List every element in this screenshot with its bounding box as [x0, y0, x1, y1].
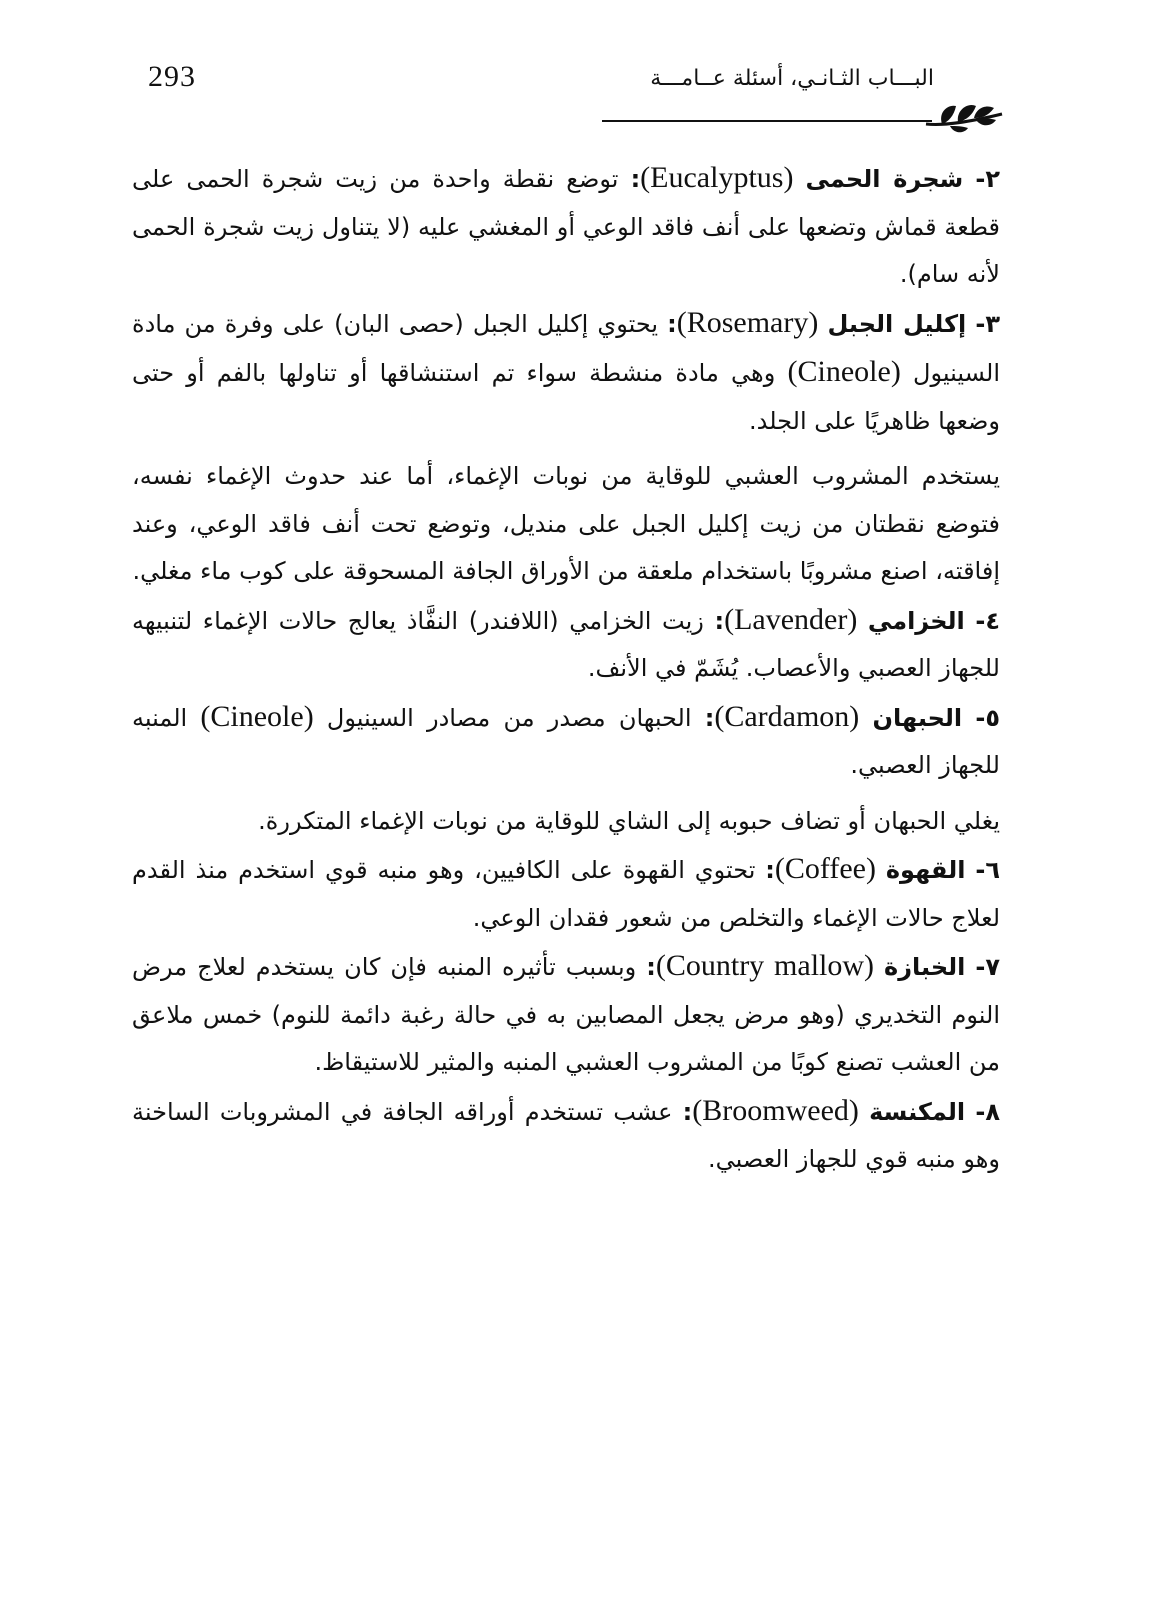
header-rule	[602, 120, 932, 122]
item-number: ٢-	[975, 165, 1000, 193]
term-english-secondary: (Cineole)	[787, 355, 901, 388]
term-arabic: المكنسة	[869, 1097, 966, 1126]
paragraph-cardamon-usage	[132, 798, 1000, 846]
term-arabic: الخزامي	[867, 606, 965, 635]
running-head: البـــاب الثـانـي، أسئلة عــامـــة	[650, 66, 934, 91]
term-english: (Coffee)	[774, 852, 876, 885]
term-arabic: شجرة الحمى	[805, 165, 964, 193]
page-number: 293	[148, 60, 196, 93]
paragraph-rosemary-usage	[132, 453, 1000, 596]
term-english: (Eucalyptus)	[640, 161, 794, 194]
term-colon: :	[704, 703, 715, 732]
paragraph-cardamon	[132, 693, 1000, 790]
item-number: ٥-	[975, 703, 1000, 732]
paragraph-text: تحتوي القهوة على الكافيين، وهو منبه قوي استخدم منذ القدم لعلاج حالات الإغماء والتخلص من شعور فقدان الوعي.	[132, 856, 1000, 932]
paragraph-coffee	[132, 845, 1000, 942]
item-number: ٣-	[975, 309, 1000, 338]
paragraph-text: المنبه للجهاز العصبي.	[132, 703, 1000, 779]
term-arabic: القهوة	[885, 856, 966, 884]
item-number: ٧-	[975, 953, 1000, 981]
paragraph-text: عشب تستخدم أوراقه الجافة في المشروبات الساخنة وهو منبه قوي للجهاز العصبي.	[132, 1097, 1000, 1173]
paragraph-text: يحتوي إكليل الجبل (حصى البان) على وفرة من مادة السينيول	[132, 309, 1000, 387]
paragraph-eucalyptus	[132, 154, 1000, 299]
paragraph-text: الحبهان مصدر من مصادر السينيول	[326, 703, 692, 732]
item-number: ٦-	[975, 856, 1000, 884]
term-arabic: الخبازة	[884, 953, 966, 981]
term-colon: :	[646, 953, 656, 981]
term-colon: :	[765, 856, 775, 884]
term-english: (Cardamon)	[714, 699, 860, 733]
paragraph-text: توضع نقطة واحدة من زيت شجرة الحمى على قطعة قماش وتضعها على أنف فاقد الوعي أو المغشي عليه (لا يتناول زيت شجرة الحمى لأنه سام).	[132, 165, 1000, 288]
term-english: (Rosemary)	[676, 305, 819, 339]
item-number: ٤-	[975, 606, 1000, 635]
term-english: (Lavender)	[724, 602, 858, 636]
paragraph-text: وبسبب تأثيره المنبه فإن كان يستخدم لعلاج مرض النوم التخديري (وهو مرض يجعل المصابين به في حالة رغبة دائمة للنوم) خمس ملاعق من العشب تصنع كوبًا من المشروب العشبي المنبه والمثير للاستيقاظ.	[132, 953, 1000, 1076]
paragraph-text: وهي مادة منشطة سواء تم استنشاقها أو تناولها بالفم أو حتى وضعها ظاهريًا على الجلد.	[132, 359, 1000, 435]
paragraph-text: زيت الخزامي (اللافندر) النفَّاذ يعالج حالات الإغماء لتنبيهه للجهاز العصبي والأعصاب. يُشَمّ في الأنف.	[132, 606, 1000, 682]
term-arabic: إكليل الجبل	[827, 309, 967, 338]
term-colon: :	[630, 165, 641, 193]
paragraph-text: يستخدم المشروب العشبي للوقاية من نوبات الإغماء، أما عند حدوث الإغماء نفسه، فتوضع نقطتان من زيت إكليل الجبل على منديل، وتوضع تحت أنف فاقد الوعي، وعند إفاقته، اصنع مشروبًا باستخدام ملعقة من الأوراق الجافة المسحوقة على كوب ماء مغلي.	[132, 462, 1000, 585]
paragraph-broomweed	[132, 1087, 1000, 1184]
term-arabic: الحبهان	[872, 703, 963, 732]
leaf-branch-ornament-icon	[924, 96, 1004, 136]
term-colon: :	[714, 606, 725, 635]
term-colon: :	[667, 309, 677, 338]
term-english-secondary: (Cineole)	[200, 699, 314, 733]
paragraph-lavender	[132, 596, 1000, 693]
item-number: ٨-	[975, 1097, 1000, 1126]
term-colon: :	[682, 1097, 693, 1126]
term-english: (Broomweed)	[692, 1093, 859, 1127]
paragraph-country-mallow	[132, 942, 1000, 1087]
term-english: (Country mallow)	[655, 949, 875, 982]
page-body	[132, 154, 1000, 1184]
paragraph-text: يغلي الحبهان أو تضاف حبوبه إلى الشاي للوقاية من نوبات الإغماء المتكررة.	[258, 806, 1000, 835]
paragraph-rosemary	[132, 299, 1000, 446]
